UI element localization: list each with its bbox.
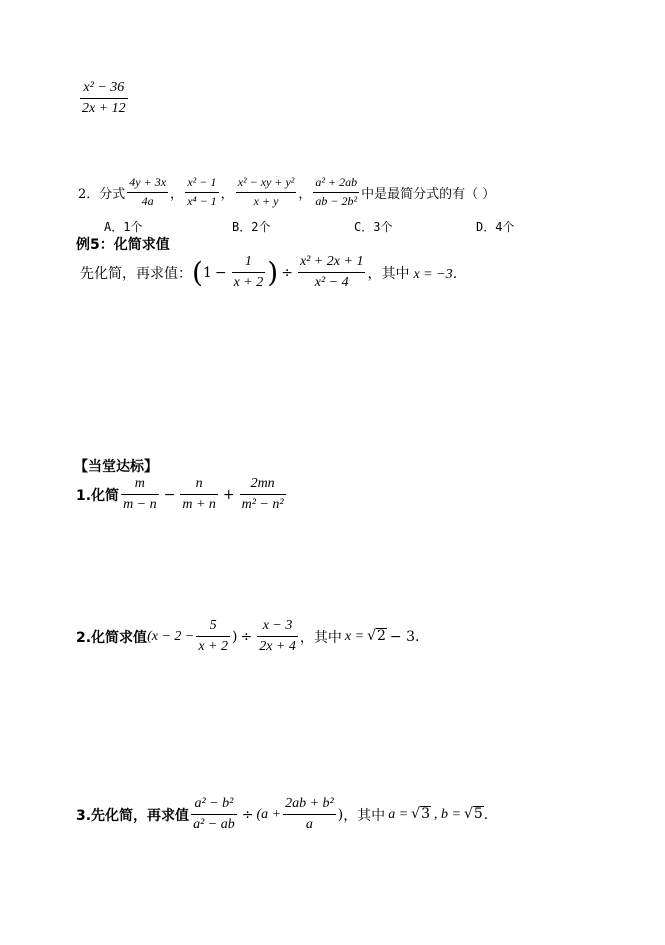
top-fraction — [78, 80, 130, 117]
p2-cond-text: ，其中 — [299, 629, 342, 646]
question-2 — [78, 176, 495, 209]
q2-f3-num: x² − xy + y² — [237, 175, 295, 189]
p3-cond-b: , b = — [433, 806, 461, 822]
example-5-lead: 先化简，再求值： — [80, 265, 192, 282]
example-5-heading: 例5：化简求值 — [76, 237, 170, 253]
p2-div: ÷ — [240, 628, 253, 645]
left-paren: ( — [192, 255, 203, 289]
p2-f1-num: 5 — [209, 618, 217, 633]
problem-2 — [76, 618, 419, 655]
q2-f2-num: x² − 1 — [187, 175, 217, 189]
q2-option-a: A．1个 — [104, 220, 143, 234]
p1-label: 1.化简 — [76, 487, 120, 504]
p2-f2-den: 2x + 4 — [257, 636, 298, 655]
p3-cond-a: a = — [388, 806, 409, 822]
section-heading: 【当堂达标】 — [74, 459, 158, 475]
top-fraction-numerator: x² − 36 — [83, 80, 125, 95]
p1-f3-den: m² − n² — [240, 494, 286, 513]
problem-3 — [76, 796, 488, 833]
top-fraction-denominator: 2x + 12 — [80, 98, 128, 117]
right-paren: ) — [267, 255, 279, 289]
example-5-minus: − — [214, 264, 227, 281]
example-5-div: ÷ — [281, 264, 293, 281]
example-5-cond: x = −3． — [413, 266, 467, 282]
q2-suffix: 中是最简分式的有（ ） — [361, 186, 496, 202]
q2-f1-den: 4a — [127, 192, 168, 209]
sqrt-sign-icon: √ — [367, 628, 376, 645]
p2-sqrt-radicand: 2 — [376, 628, 386, 645]
example-5-one: 1 — [202, 264, 212, 281]
p3-f1-num: a² − b² — [194, 796, 234, 811]
p3-cond-end: . — [483, 806, 489, 823]
example-5-f1-num: 1 — [244, 254, 252, 269]
p2-sqrt — [367, 628, 387, 644]
p3-f1-den: a² − ab — [191, 814, 237, 833]
p1-plus: + — [222, 486, 235, 503]
q2-prefix: 分式 — [99, 186, 126, 202]
p1-f3-num: 2mn — [250, 476, 275, 491]
q2-sep-3: ， — [298, 186, 312, 202]
p3-sqrt-a-radicand: 3 — [421, 806, 430, 823]
p2-f2-num: x − 3 — [262, 618, 293, 633]
q2-number: 2． — [78, 186, 100, 202]
p3-close: ) — [337, 806, 344, 823]
q2-f2-den: x⁴ − 1 — [187, 193, 217, 208]
example-5-expression — [80, 254, 467, 291]
example-5-cond-text: ，其中 — [367, 265, 410, 282]
q2-f3-den: x + y — [236, 192, 297, 209]
p1-f1-num: m — [134, 476, 145, 491]
p2-close: ) — [232, 628, 238, 645]
q2-sep-1: ， — [170, 186, 184, 202]
p2-cond-pre: x = — [344, 628, 365, 644]
example-5-f1-den: x + 2 — [232, 272, 266, 291]
p3-f2-num: 2ab + b² — [285, 796, 334, 811]
p3-cond-text: ，其中 — [343, 807, 386, 824]
p2-f1-den: x + 2 — [196, 636, 230, 655]
sqrt-sign-icon: √ — [411, 806, 421, 823]
p2-label: 2.化简求值 — [76, 629, 148, 646]
p2-cond-post: − 3. — [389, 628, 420, 645]
example-5-f2-num: x² + 2x + 1 — [299, 254, 364, 269]
q2-f1-num: 4y + 3x — [129, 175, 167, 189]
p2-open: (x − 2 − — [147, 628, 195, 644]
q2-f4-den: ab − 2b² — [315, 193, 358, 208]
q2-option-b: B．2个 — [232, 220, 271, 234]
p3-f2-den: a — [283, 814, 336, 833]
p1-minus: − — [163, 486, 176, 503]
example-5-f2-den: x² − 4 — [298, 272, 366, 291]
p1-f2-num: n — [195, 476, 203, 491]
sqrt-sign-icon: √ — [463, 806, 473, 823]
p1-f2-den: m + n — [180, 494, 218, 513]
p3-sqrt-b-radicand: 5 — [473, 806, 483, 823]
p3-label: 3.先化简，再求值 — [76, 807, 190, 824]
p1-f1-den: m − n — [121, 494, 159, 513]
p3-sqrt-b — [464, 806, 484, 822]
q2-sep-2: ， — [220, 186, 234, 202]
q2-option-d: D．4个 — [476, 220, 515, 234]
p3-open: (a + — [256, 806, 282, 822]
problem-1 — [76, 476, 288, 513]
q2-option-c: C．3个 — [354, 220, 393, 234]
p3-div: ÷ — [241, 806, 254, 823]
p3-sqrt-a — [411, 806, 431, 822]
q2-f4-num: a² + 2ab — [315, 175, 358, 189]
